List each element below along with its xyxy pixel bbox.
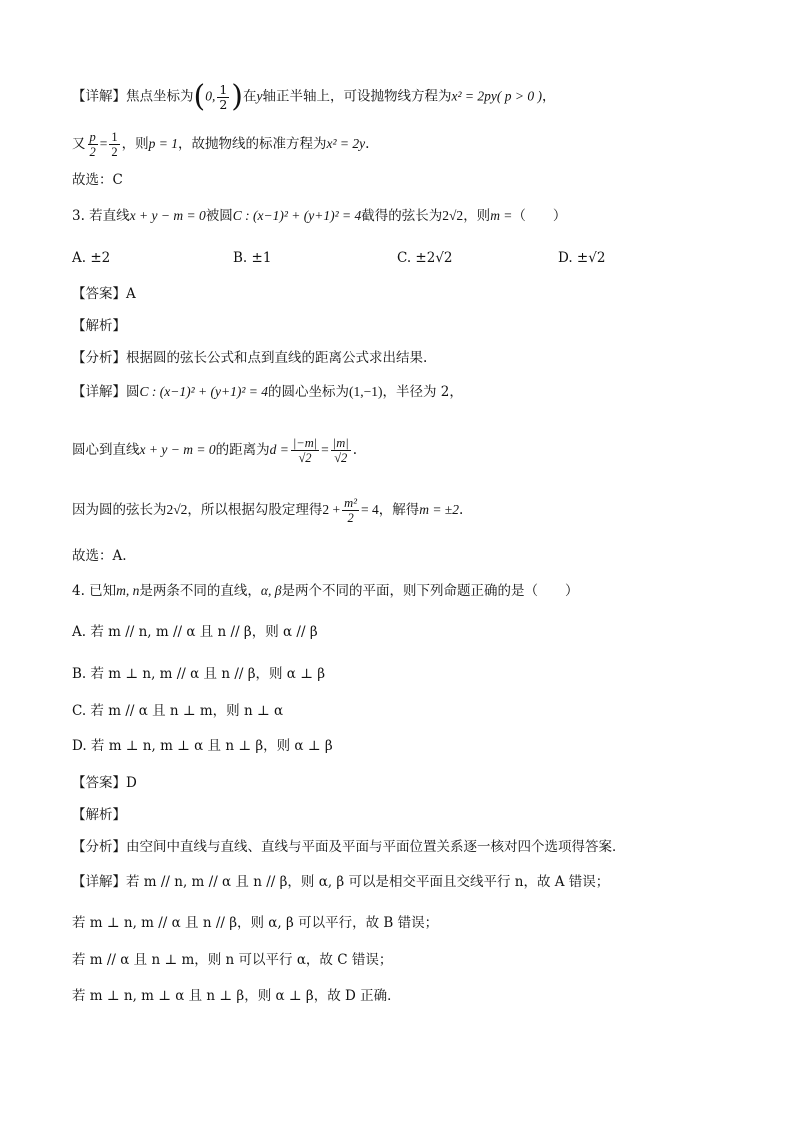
q4-detail-tag: 【详解】 <box>72 874 126 890</box>
q3-option-c: C. ±2√2 <box>397 250 453 266</box>
q3-dist-num2: |m| <box>332 436 349 450</box>
q3-circle-eq: C : (x−1)² + (y+1)² = 4 <box>232 208 362 223</box>
q3-line-eq: x + y − m = 0 <box>129 208 206 223</box>
q3-stem-part3: 截得的弦长为 <box>361 208 443 224</box>
q3-dist-text: 圆心到直线 <box>72 442 140 458</box>
focus-fraction-num: 1 <box>219 81 228 97</box>
q4-planes: α, β <box>260 583 282 598</box>
q3-option-a: A. ±2 <box>72 250 111 266</box>
q4-stem-part1: 4. 已知 <box>72 583 117 599</box>
q3-because-chord: 2√2 <box>166 502 188 517</box>
focus-fraction-den: 2 <box>219 96 228 112</box>
q4-option-d: D. 若 m ⊥ n, m ⊥ α 且 n ⊥ β，则 α ⊥ β <box>72 738 333 754</box>
q3-detail-circle-eq: C : (x−1)² + (y+1)² = 4 <box>139 384 269 399</box>
also-text: 又 <box>72 136 86 152</box>
q4-fenxi-tag: 【分析】 <box>72 839 126 855</box>
q3-because-eq1: 2 + <box>322 502 341 517</box>
q3-because <box>72 496 463 525</box>
q3-fenxi <box>72 348 427 368</box>
q3-because-result: m = ±2 <box>419 502 459 517</box>
q3-detail <box>72 382 463 402</box>
q4-option-a: A. 若 m // n, m // α 且 n // β，则 α // β <box>72 624 318 640</box>
q3-detail-center: (1,−1) <box>349 384 383 399</box>
y-variable: y <box>256 88 263 104</box>
detail-line-focus <box>72 79 556 114</box>
q4-stem <box>72 581 578 601</box>
standard-eq-text: ，故抛物线的标准方程为 <box>178 136 327 152</box>
q3-dist-eq: = <box>321 442 329 457</box>
q3-detail-radius: ，半径为 2， <box>382 384 463 400</box>
comma: ， <box>542 88 556 105</box>
q3-stem-part1: 3. 若直线 <box>72 208 130 224</box>
choose-c: 故选：C <box>72 172 123 188</box>
focus-fraction <box>217 83 229 112</box>
q3-dist-d: d = <box>269 442 289 457</box>
axis-text: 轴正半轴上，可设抛物线方程为 <box>262 88 452 105</box>
q3-dist-text2: 的距离为 <box>215 442 270 458</box>
q3-dist-frac2 <box>331 436 351 465</box>
q3-answer: 【答案】A <box>72 286 136 302</box>
q4-analysis: 【解析】 <box>72 807 126 823</box>
q3-detail-circle-label: 圆 <box>126 384 140 400</box>
q4-stem-part2: 是两条不同的直线， <box>139 583 261 599</box>
p-half-num: p <box>89 130 96 144</box>
focus-coord-x: 0, <box>205 88 216 104</box>
q3-dist-den2: √2 <box>334 451 348 465</box>
q3-option-b: B. ±1 <box>233 250 272 266</box>
q3-analysis: 【解析】 <box>72 318 126 334</box>
left-paren: ( <box>193 79 206 114</box>
right-paren: ) <box>231 79 244 114</box>
q3-fenxi-tag: 【分析】 <box>72 350 126 366</box>
one-half-num: 1 <box>111 130 118 144</box>
then-text: ，则 <box>121 136 149 152</box>
q4-detail-a <box>72 872 609 892</box>
q4-stem-part3: 是两个不同的平面，则下列命题正确的是（ ） <box>281 583 579 599</box>
q3-stem <box>72 206 566 226</box>
q4-vars: m, n <box>116 583 140 598</box>
q3-stem-part2: 被圆 <box>205 208 233 224</box>
q3-fenxi-text: 根据圆的弦长公式和点到直线的距离公式求出结果. <box>126 350 428 366</box>
q4-detail-c: 若 m // α 且 n ⊥ m，则 n 可以平行 α，故 C 错误； <box>72 952 393 968</box>
q4-detail-b: 若 m ⊥ n, m // α 且 n // β，则 α, β 可以平行，故 B 错误； <box>72 915 439 931</box>
p-equals-one: p = 1 <box>148 136 178 151</box>
parabola-cond: ( p > 0 ) <box>496 88 543 104</box>
q3-because-text: 因为圆的弦长为 <box>72 502 167 518</box>
q3-chord: 2√2 <box>442 208 464 223</box>
q3-because-eq2: = 4 <box>360 502 379 517</box>
q3-dist-line: x + y − m = 0 <box>139 442 216 457</box>
period: . <box>365 136 370 152</box>
q3-because-den: 2 <box>347 511 354 525</box>
q3-dist-frac1 <box>291 436 319 465</box>
q4-fenxi-text: 由空间中直线与直线、直线与平面及平面与平面位置关系逐一核对四个选项得答案． <box>126 839 626 855</box>
one-half-den: 2 <box>111 145 118 159</box>
q3-because-frac <box>342 496 359 525</box>
q3-detail-tag: 【详解】 <box>72 384 126 400</box>
q3-because-text3: ，解得 <box>378 502 420 518</box>
one-half-fraction <box>109 130 119 159</box>
q3-dist-num1: |−m| <box>292 436 318 450</box>
p-half-den: 2 <box>89 145 96 159</box>
q4-option-b: B. 若 m ⊥ n, m // α 且 n // β，则 α ⊥ β <box>72 666 325 682</box>
q4-detail-a-text: 若 m // n, m // α 且 n // β，则 α, β 可以是相交平面且交线平行 n，故 A 错误； <box>126 874 610 890</box>
q3-paren: （ ） <box>512 208 567 224</box>
equals-sign: = <box>99 136 108 151</box>
q3-because-num: m² <box>344 496 357 510</box>
q3-stem-part4: ，则 <box>463 208 491 224</box>
q4-detail-d: 若 m ⊥ n, m ⊥ α 且 n ⊥ β，则 α ⊥ β，故 D 正确． <box>72 988 401 1004</box>
q3-m-eq: m = <box>490 208 513 223</box>
at-text: 在 <box>243 88 257 105</box>
q4-answer: 【答案】D <box>72 775 137 791</box>
q3-dist-end: . <box>352 442 357 458</box>
q3-distance <box>72 436 357 465</box>
q3-because-text2: ，所以根据勾股定理得 <box>187 502 323 518</box>
q4-option-c: C. 若 m // α 且 n ⊥ m，则 n ⊥ α <box>72 703 284 719</box>
q4-fenxi <box>72 837 626 857</box>
detail-line-p <box>72 130 369 159</box>
p-half-fraction <box>88 130 98 159</box>
q3-choose: 故选：A. <box>72 548 127 564</box>
standard-eq: x² = 2y <box>326 136 366 151</box>
q3-because-end: . <box>458 502 464 518</box>
q3-dist-den1: √2 <box>298 451 312 465</box>
q3-option-d: D. ±√2 <box>558 250 606 266</box>
focus-text: 焦点坐标为 <box>126 88 194 105</box>
parabola-eq: x² = 2py <box>451 88 497 104</box>
detail-tag: 【详解】 <box>72 88 126 105</box>
q3-detail-center-text: 的圆心坐标为 <box>268 384 350 400</box>
